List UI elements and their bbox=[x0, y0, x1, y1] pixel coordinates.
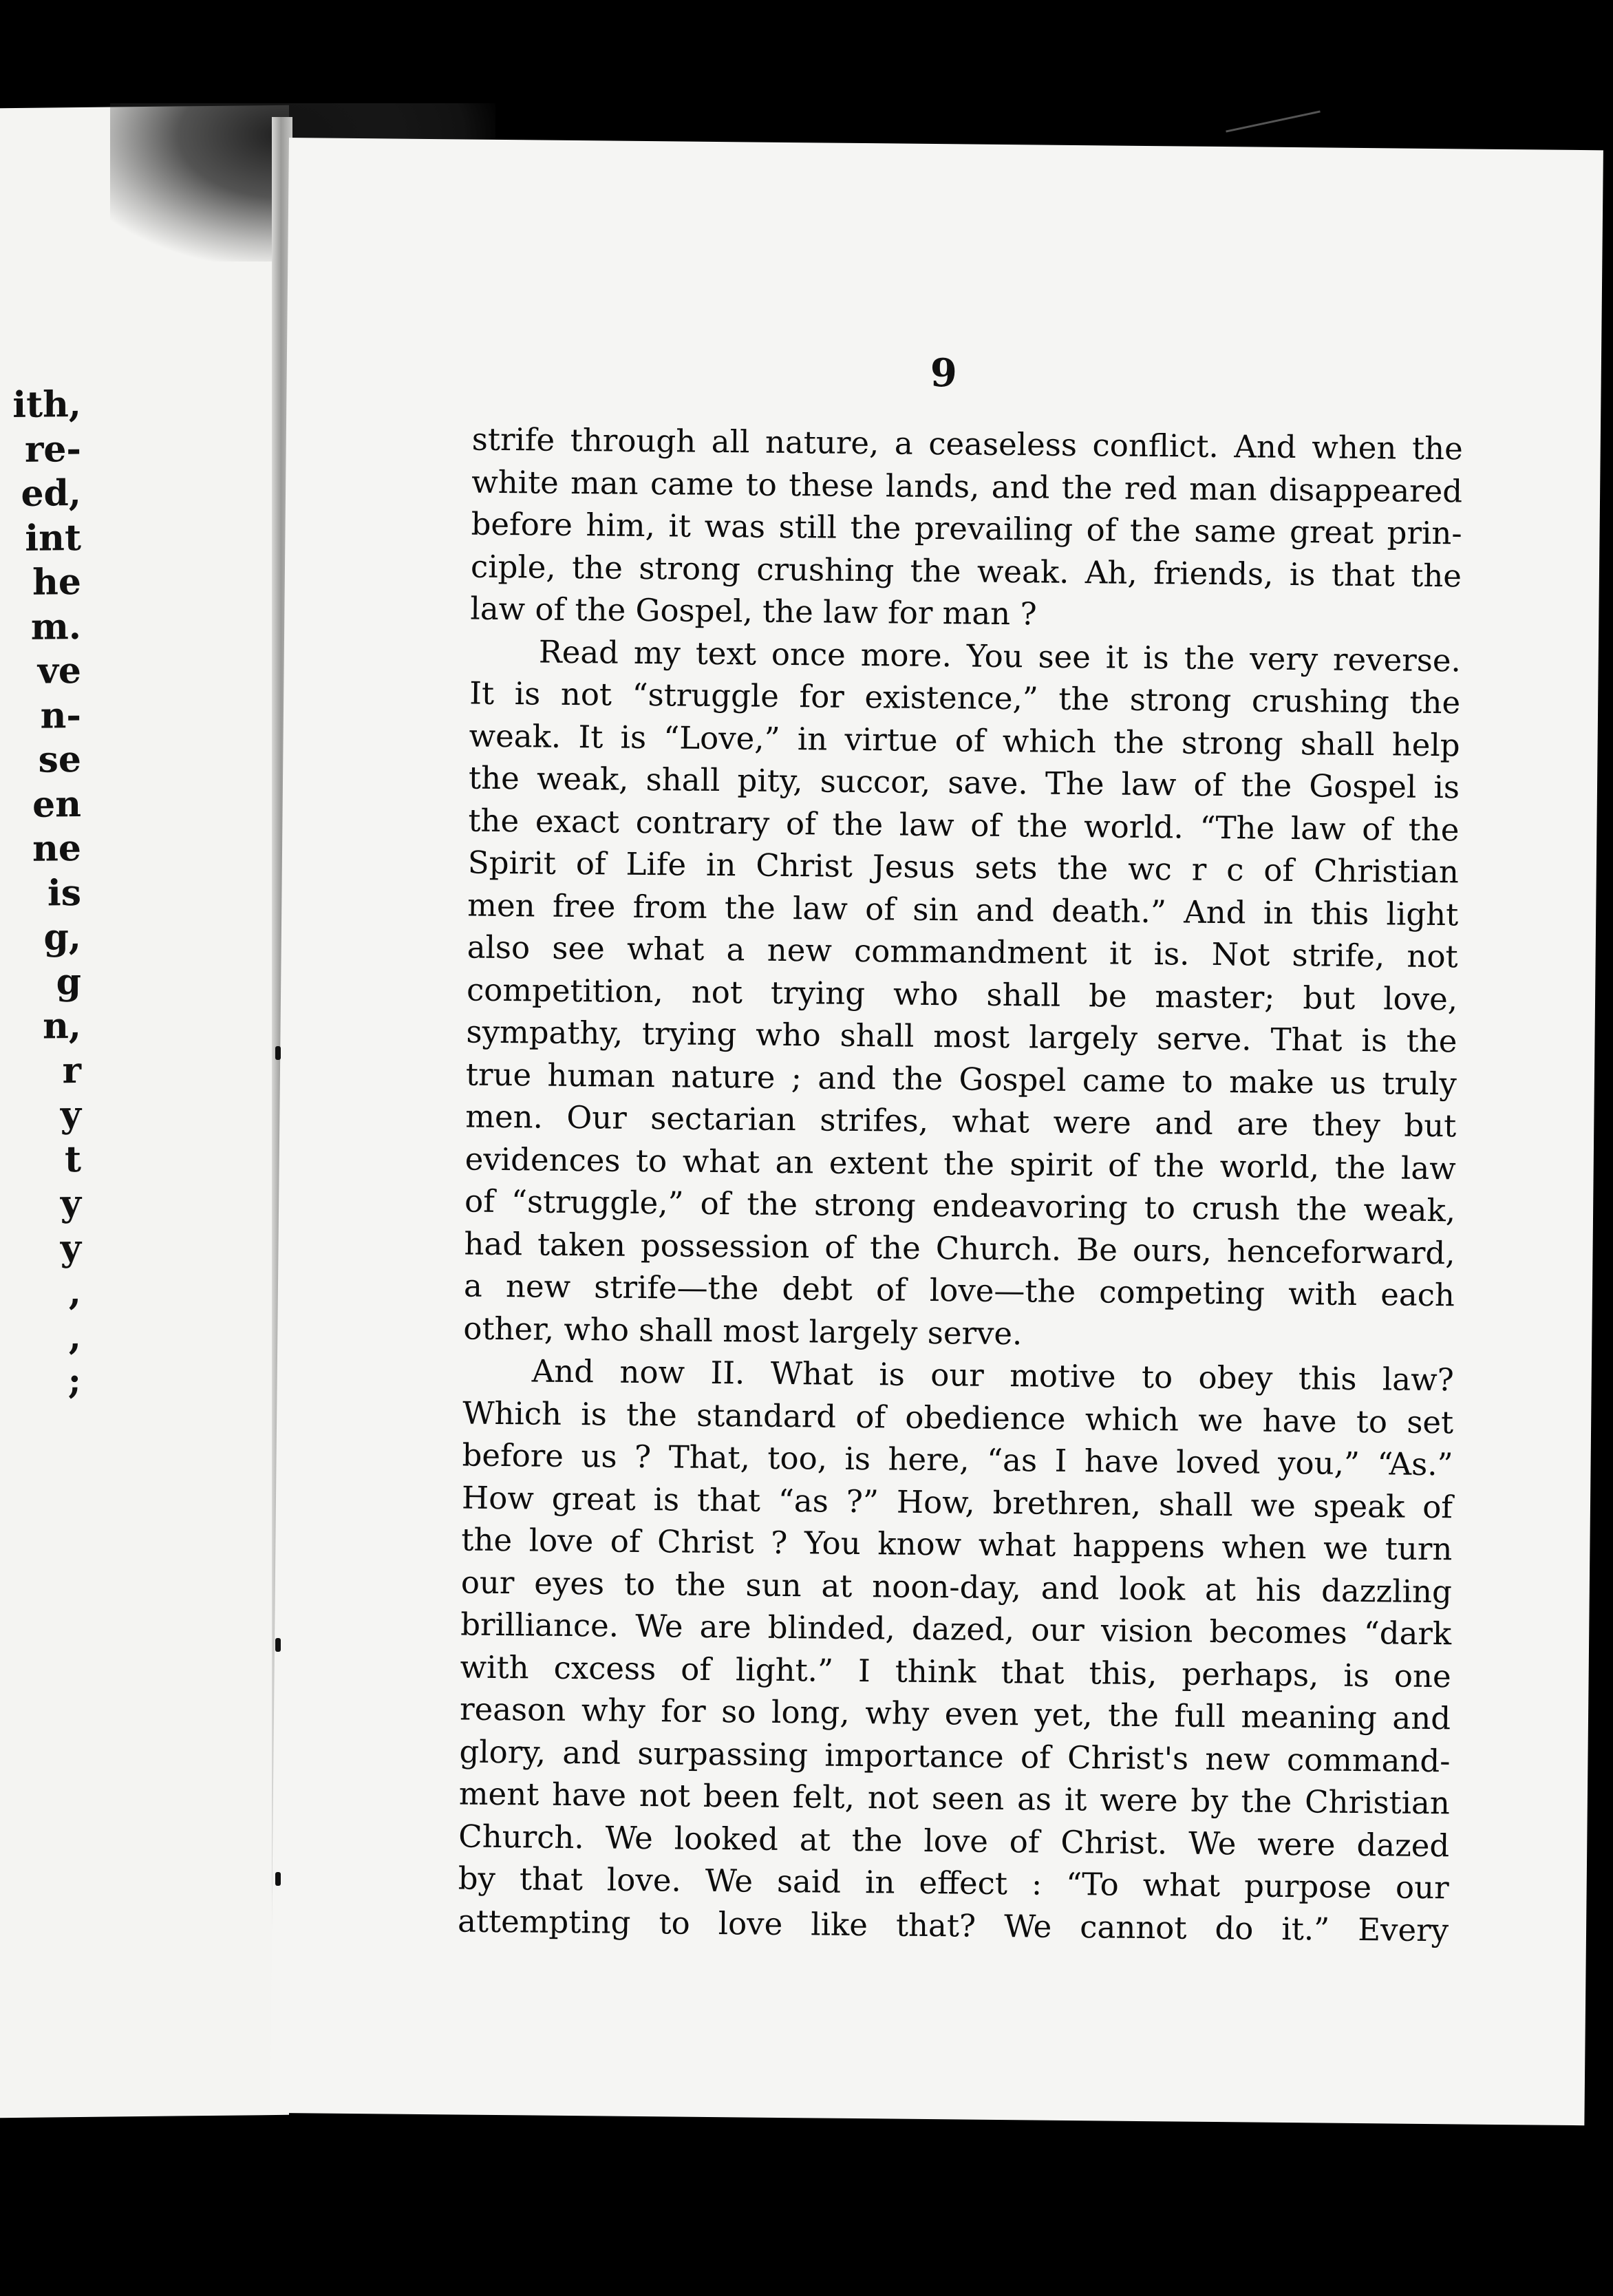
left-fragment: y bbox=[60, 1182, 81, 1225]
left-fragment: int bbox=[25, 516, 81, 560]
left-fragment: re- bbox=[24, 427, 81, 471]
text-line: of “struggle,” of the strong endeavoring to crush the weak, bbox=[464, 1182, 1456, 1229]
left-fragment: ne bbox=[32, 827, 81, 870]
left-fragment: ; bbox=[67, 1359, 81, 1403]
left-fragment: se bbox=[38, 738, 81, 781]
scratch-mark bbox=[1226, 110, 1321, 132]
text-line: weak. It is “Love,” in virtue of which the strong shall help bbox=[469, 717, 1460, 763]
text-line: other, who shall most largely serve. bbox=[463, 1310, 1023, 1352]
gutter-mark bbox=[275, 1872, 281, 1886]
text-line: sympathy, trying who shall most largely serve. That is the bbox=[466, 1013, 1457, 1060]
text-line: the weak, shall pity, succor, save. The law of the Gospel is bbox=[468, 759, 1460, 806]
left-fragment: ed, bbox=[21, 471, 81, 515]
text-line: evidences to what an extent the spirit of the world, the law bbox=[464, 1140, 1456, 1187]
left-fragment: t bbox=[64, 1138, 81, 1180]
left-fragment: is bbox=[47, 871, 81, 914]
left-fragment: , bbox=[68, 1271, 81, 1314]
left-fragment: y bbox=[60, 1093, 81, 1136]
left-fragment: g, bbox=[43, 915, 81, 959]
left-page-text-fragments bbox=[6, 383, 81, 1405]
page-number: 9 bbox=[930, 350, 958, 396]
text-line: had taken possession of the Church. Be ours, henceforward, bbox=[464, 1225, 1455, 1271]
text-line: ciple, the strong crushing the weak. Ah, friends, is that the bbox=[470, 548, 1462, 594]
left-fragment: , bbox=[68, 1315, 81, 1358]
left-fragment: y bbox=[60, 1226, 81, 1269]
text-line: Which is the standard of obedience which we have to set bbox=[462, 1394, 1454, 1441]
text-line: before us ? That, too, is here, “as I have loved you,” “As.” bbox=[462, 1436, 1453, 1483]
text-line: How great is that “as ?” How, brethren, shall we speak of bbox=[461, 1479, 1453, 1525]
text-line: Spirit of Life in Christ Jesus sets the wc r c of Christian bbox=[467, 844, 1460, 891]
gutter-mark bbox=[275, 1638, 281, 1652]
text-line: a new strife—the debt of love—the competing with each bbox=[463, 1267, 1455, 1314]
text-line: Church. We looked at the love of Christ. We were dazed bbox=[458, 1817, 1450, 1864]
left-fragment: en bbox=[32, 783, 81, 826]
text-line: brilliance. We are blinded, dazed, our vision becomes “dark bbox=[460, 1606, 1452, 1652]
text-line: by that love. We said in effect : “To what purpose our bbox=[458, 1860, 1449, 1906]
text-line: men. Our sectarian strifes, what were and are they but bbox=[465, 1098, 1457, 1145]
text-line: It is not “struggle for existence,” the strong crushing the bbox=[469, 674, 1461, 721]
right-page bbox=[270, 138, 1603, 2125]
left-fragment: m. bbox=[30, 605, 81, 648]
left-fragment: ve bbox=[37, 649, 81, 692]
left-page bbox=[0, 105, 289, 2118]
left-fragment: n- bbox=[40, 694, 81, 737]
text-line: our eyes to the sun at noon-day, and look at his dazzling bbox=[460, 1563, 1453, 1610]
text-line: white man came to these lands, and the red man disappeared bbox=[471, 463, 1463, 509]
text-line: with cxcess of light.” I think that this, perhaps, is one bbox=[460, 1648, 1451, 1694]
text-line: true human nature ; and the Gospel came to make us truly bbox=[465, 1056, 1457, 1102]
left-fragment: ith, bbox=[12, 383, 81, 427]
text-line: also see what a new commandment it is. Not strife, not bbox=[467, 928, 1458, 975]
gutter-mark bbox=[275, 1046, 281, 1060]
text-line: before him, it was still the prevailing of the same great prin- bbox=[471, 505, 1462, 552]
text-line: ment have not been felt, not seen as it were by the Christian bbox=[458, 1775, 1451, 1822]
text-line: And now II. What is our motive to obey this law? bbox=[531, 1352, 1455, 1399]
left-fragment: r bbox=[62, 1049, 81, 1092]
text-line: men free from the law of sin and death.” And in this light bbox=[467, 886, 1459, 933]
text-line: attempting to love like that? We cannot do it.” Every bbox=[457, 1902, 1449, 1948]
text-line: reason why for so long, why even yet, the full meaning and bbox=[459, 1690, 1451, 1737]
text-line: competition, not trying who shall be master; but love, bbox=[466, 971, 1458, 1017]
text-line: Read my text once more. You see it is the very reverse. bbox=[538, 633, 1462, 679]
text-line: strife through all nature, a ceaseless conflict. And when the bbox=[471, 421, 1463, 467]
body-text bbox=[458, 418, 1463, 1952]
left-fragment: he bbox=[32, 560, 81, 604]
left-fragment: n, bbox=[43, 1004, 81, 1048]
text-line: glory, and surpassing importance of Christ's new command- bbox=[459, 1732, 1451, 1779]
text-line: the love of Christ ? You know what happens when we turn bbox=[461, 1521, 1453, 1568]
left-fragment: g bbox=[56, 960, 81, 1003]
text-line: law of the Gospel, the law for man ? bbox=[470, 590, 1037, 633]
gutter-marks bbox=[275, 757, 284, 1996]
text-line: the exact contrary of the law of the world. “The law of the bbox=[468, 802, 1460, 848]
